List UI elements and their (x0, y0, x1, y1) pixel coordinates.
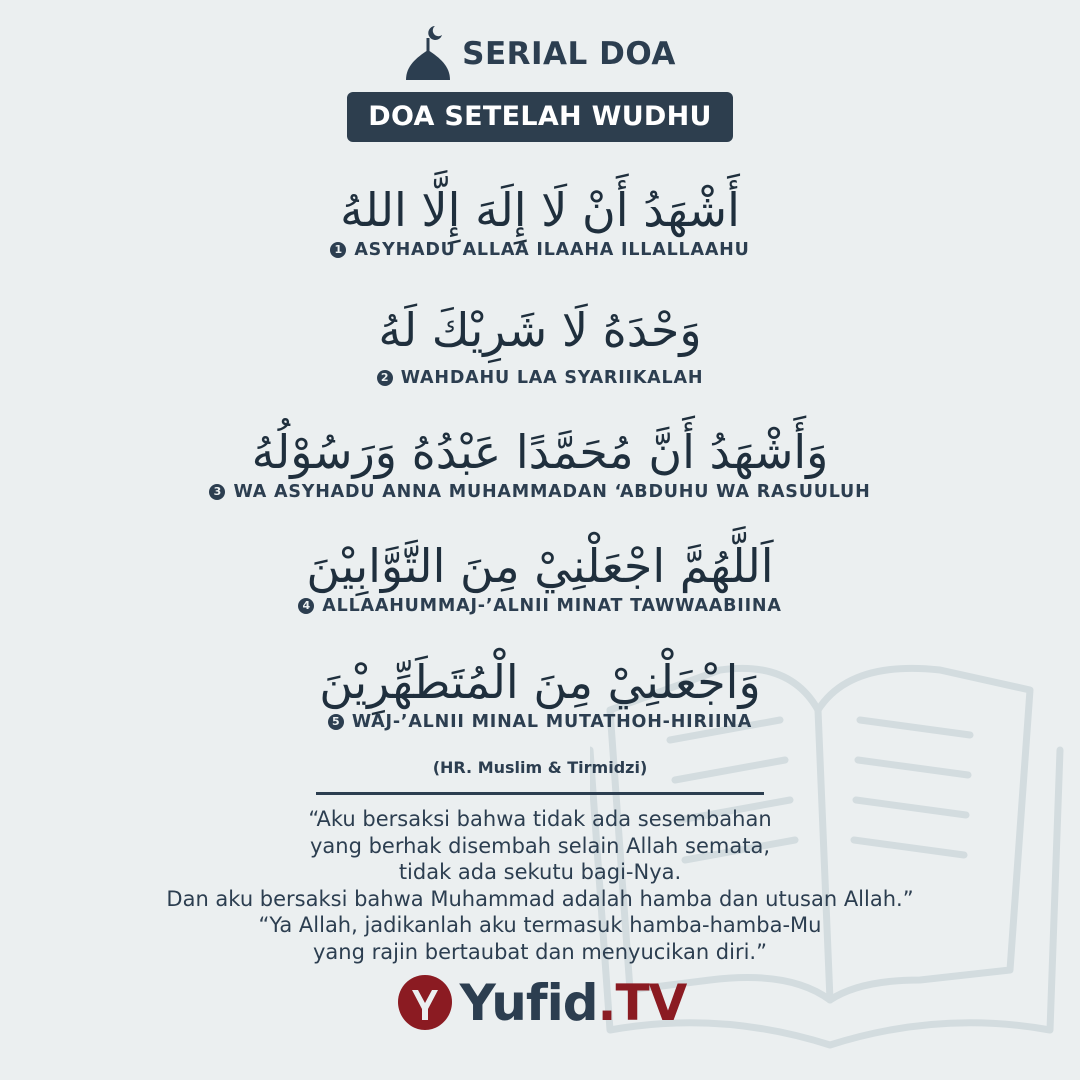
series-label: SERIAL DOA (462, 36, 676, 72)
verse-5 (0, 652, 1080, 732)
brand-name-text: Yufid (459, 974, 598, 1032)
translation-line: “Aku bersaksi bahwa tidak ada sesembahan (308, 807, 772, 831)
translation-line: “Ya Allah, jadikanlah aku termasuk hamba-hamba-Mu (258, 913, 822, 937)
latin-transliteration (0, 596, 1080, 616)
translation-line: yang berhak disembah selain Allah semata, (309, 833, 771, 858)
verse-3 (0, 422, 1080, 502)
latin-text: ASYHADU ALLAA ILAAHA ILLALLAAHU (354, 240, 750, 260)
brand-suffix: .TV (597, 974, 687, 1032)
series-row (0, 22, 1080, 86)
latin-transliteration (0, 482, 1080, 502)
divider (316, 792, 764, 795)
verse-4 (0, 536, 1080, 616)
verse-2 (0, 300, 1080, 388)
latin-transliteration (0, 368, 1080, 388)
latin-text: WAJ-’ALNII MINAL MUTATHOH-HIRIINA (351, 712, 753, 732)
arabic-text: اَللَّهُمَّ اجْعَلْنِيْ مِنَ التَّوَّابِيْنَ (306, 539, 774, 593)
brand-name (460, 974, 687, 1032)
latin-text: WA ASYHADU ANNA MUHAMMADAN ‘ABDUHU WA RASUULUH (233, 482, 871, 502)
number-badge: 3 (209, 484, 225, 500)
arabic-text: وَأَشْهَدُ أَنَّ مُحَمَّدًا عَبْدُهُ وَرَسُوْلُهُ (251, 425, 829, 479)
number-badge: 5 (328, 714, 344, 730)
translation (0, 806, 1080, 965)
number-badge: 1 (330, 242, 346, 258)
latin-text: WAHDAHU LAA SYARIIKALAH (400, 368, 704, 388)
mosque-dome-icon (404, 24, 452, 84)
arabic-text: وَاجْعَلْنِيْ مِنَ الْمُتَطَهِّرِيْنَ (319, 655, 761, 709)
translation-line: Dan aku bersaksi bahwa Muhammad adalah hamba dan utusan Allah.” (166, 886, 914, 911)
arabic-text: وَحْدَهُ لَا شَرِيْكَ لَهُ (378, 303, 702, 357)
number-badge: 4 (298, 598, 314, 614)
translation-line: tidak ada sekutu bagi-Nya. (398, 860, 682, 884)
page-title: DOA SETELAH WUDHU (347, 92, 733, 142)
yufid-logo-icon (394, 972, 456, 1034)
verse-1 (0, 180, 1080, 260)
translation-line: yang rajin bertaubat dan menyucikan diri.” (313, 939, 767, 964)
hadith-source: (HR. Muslim & Tirmidzi) (432, 758, 648, 777)
arabic-text: أَشْهَدُ أَنْ لَا إِلَهَ إِلَّا اللهُ (340, 183, 740, 237)
header (0, 22, 1080, 142)
brand-logo (0, 972, 1080, 1034)
latin-transliteration (0, 712, 1080, 732)
latin-transliteration (0, 240, 1080, 260)
latin-text: ALLAAHUMMAJ-’ALNII MINAT TAWWAABIINA (322, 596, 782, 616)
number-badge: 2 (377, 370, 393, 386)
